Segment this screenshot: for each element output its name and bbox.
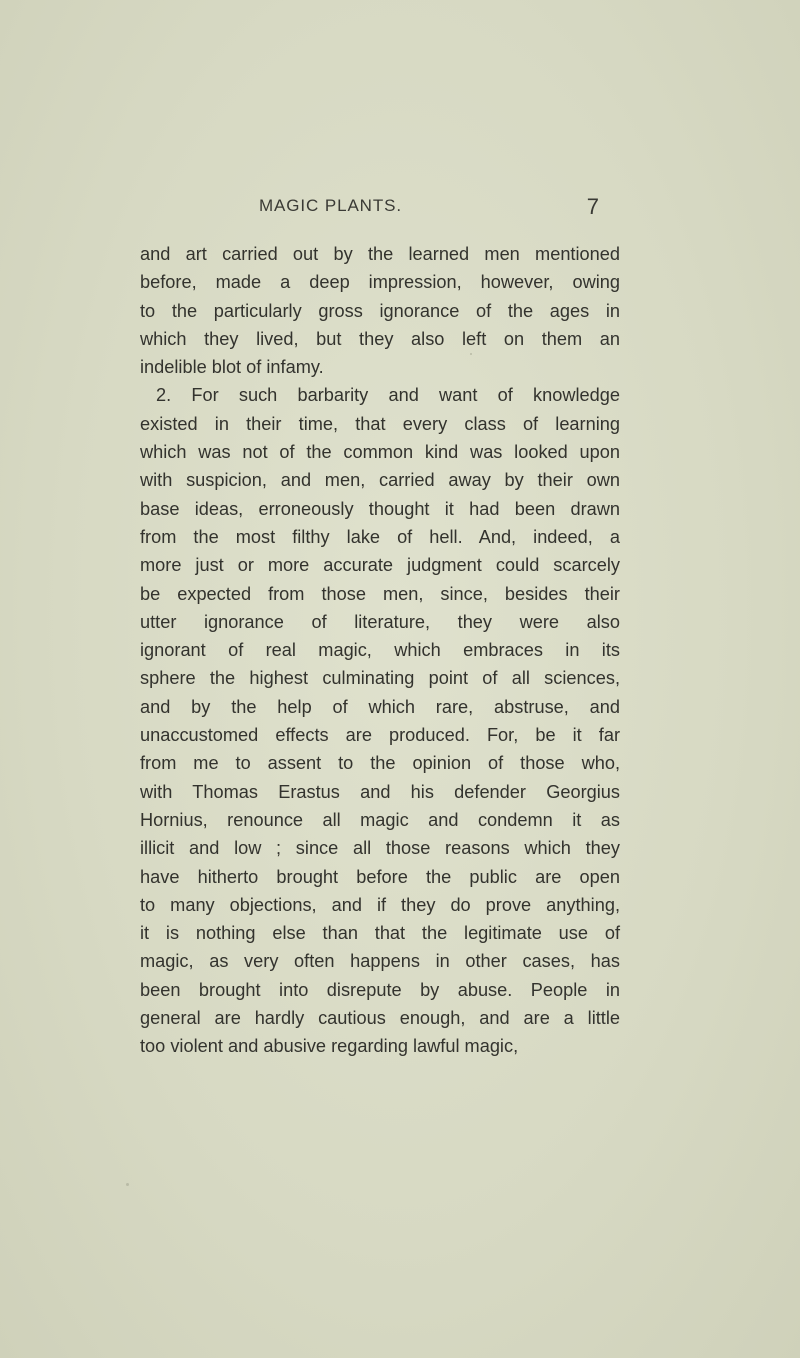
text-line: be expected from those men, since, besides their xyxy=(140,583,620,604)
text-line: existed in their time, that every class of learning xyxy=(140,413,620,434)
paragraph-start-line: 2. For such barbarity and want of knowledge xyxy=(156,385,620,406)
text-line: been brought into disrepute by abuse. People in xyxy=(140,979,620,1000)
page-number: 7 xyxy=(586,194,599,219)
text-line: which was not of the common kind was looked upon xyxy=(140,442,620,463)
text-line: base ideas, erroneously thought it had been drawn xyxy=(140,498,620,519)
text-line: sphere the highest culminating point of all sciences, xyxy=(140,668,620,689)
text-line: and by the help of which rare, abstruse, and xyxy=(140,696,620,717)
text-line: magic, as very often happens in other cases, has xyxy=(140,951,620,972)
text-line: indelible blot of infamy. xyxy=(140,357,324,378)
text-line: with suspicion, and men, carried away by their own xyxy=(140,470,620,491)
text-line: more just or more accurate judgment could scarcely xyxy=(140,555,620,576)
text-line: Hornius, renounce all magic and condemn it as xyxy=(140,809,620,830)
text-line: utter ignorance of literature, they were also xyxy=(140,611,620,632)
text-line: it is nothing else than that the legitimate use of xyxy=(140,923,620,944)
running-head-title: MAGIC PLANTS. xyxy=(259,196,403,215)
text-line: to many objections, and if they do prove anything, xyxy=(140,894,620,915)
text-line: to the particularly gross ignorance of the ages in xyxy=(140,300,620,321)
body-text xyxy=(140,240,620,1061)
text-line: before, made a deep impression, however, owing xyxy=(140,272,620,293)
text-line: too violent and abusive regarding lawful magic, xyxy=(140,1036,519,1057)
running-head xyxy=(259,196,599,220)
text-line: from me to assent to the opinion of those who, xyxy=(140,753,620,774)
text-line: which they lived, but they also left on them an xyxy=(140,328,620,349)
text-line: unaccustomed effects are produced. For, be it far xyxy=(140,725,620,746)
text-line: illicit and low ; since all those reasons which they xyxy=(140,838,620,859)
text-line: with Thomas Erastus and his defender Georgius xyxy=(140,781,620,802)
paper-speck xyxy=(126,1183,129,1186)
text-line: from the most filthy lake of hell. And, indeed, a xyxy=(140,526,620,547)
paper-speck xyxy=(470,353,472,355)
text-line: general are hardly cautious enough, and are a little xyxy=(140,1008,620,1029)
text-line: and art carried out by the learned men mentioned xyxy=(140,244,620,264)
text-line: ignorant of real magic, which embraces in its xyxy=(140,640,620,661)
text-line: have hitherto brought before the public are open xyxy=(140,866,620,887)
